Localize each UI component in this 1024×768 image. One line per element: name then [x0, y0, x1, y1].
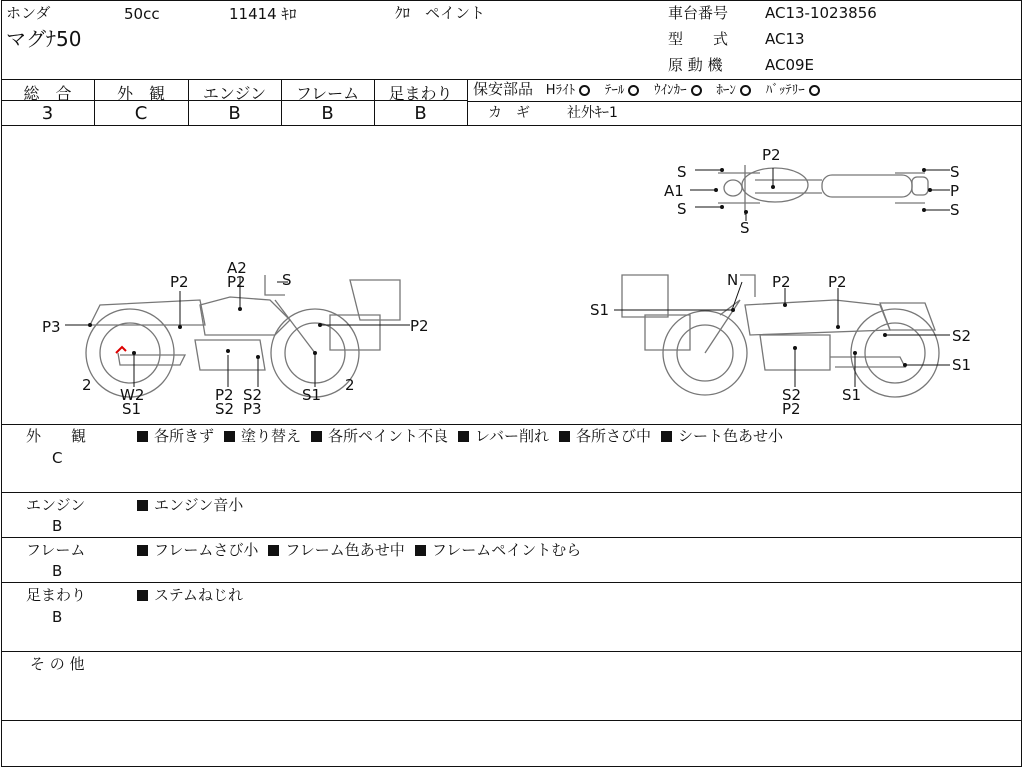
bullet-square-icon [559, 431, 570, 442]
label-left-2: 2 [345, 376, 355, 394]
model-name: マグﾅ50 [6, 27, 82, 51]
bullet-square-icon [137, 500, 148, 511]
label-left-s1: S1 [302, 386, 322, 404]
divider [1, 651, 1022, 652]
grade-label-exterior: 外 観 [116, 84, 165, 103]
label-right-s1: S1 [590, 301, 610, 319]
ok-mark-icon [628, 85, 639, 96]
ok-mark-icon [579, 85, 590, 96]
frame-no-label: 車台番号 [668, 4, 729, 22]
label-left-s2: S2 [215, 400, 235, 418]
section-grade-engine: B [52, 517, 63, 535]
damage-diagram [0, 125, 1024, 425]
divider [467, 101, 1022, 102]
bullet-square-icon [137, 545, 148, 556]
label-right-s1: S1 [842, 386, 862, 404]
section-label-other: そ の 他 [30, 655, 85, 673]
label-right-n: N [727, 271, 739, 289]
divider [1, 720, 1022, 721]
label-left-2: 2 [82, 376, 92, 394]
label-left-a2: A2 [227, 259, 247, 277]
bullet-square-icon [137, 590, 148, 601]
label-left-p3: P3 [42, 318, 61, 336]
safety-item-battery: ﾊﾞｯﾃﾘｰ [766, 83, 830, 98]
grade-label-suspension: 足まわり [388, 84, 453, 103]
list-item: フレームさび小 [137, 541, 258, 559]
type-label: 型 式 [668, 30, 729, 48]
label-left-p2: P2 [227, 273, 246, 291]
section-items-engine [137, 498, 253, 513]
section-grade-frame: B [52, 562, 63, 580]
grade-label-frame: フレーム [295, 84, 360, 103]
section-grade-exterior: C [52, 449, 63, 467]
label-left-p2: P2 [215, 386, 234, 404]
list-item: フレーム色あせ中 [268, 541, 404, 559]
ok-mark-icon [740, 85, 751, 96]
engine-value: AC09E [765, 56, 815, 74]
section-items-frame [137, 543, 591, 558]
label-top-s: S [950, 163, 960, 181]
key-label: カ ギ [488, 105, 530, 121]
list-item: レバー削れ [458, 427, 549, 445]
grade-label-engine: エンジン [202, 84, 267, 103]
displacement: 50cc [124, 5, 160, 23]
label-left-p2: P2 [410, 317, 429, 335]
label-right-s2: S2 [782, 386, 802, 404]
bullet-square-icon [311, 431, 322, 442]
label-top-p2: P2 [762, 146, 781, 164]
key-value: 社外ｷｰ1 [567, 105, 618, 121]
label-left-p2: P2 [170, 273, 189, 291]
safety-item-winker: ｳｲﾝｶｰ [654, 83, 712, 98]
list-item: シート色あせ小 [661, 427, 783, 445]
bullet-square-icon [224, 431, 235, 442]
label-right-p2: P2 [828, 273, 847, 291]
section-label-suspension: 足まわり [26, 586, 87, 604]
ok-mark-icon [691, 85, 702, 96]
grade-value-suspension: B [414, 103, 427, 124]
list-item: 各所きず [137, 427, 214, 445]
label-right-s2: S2 [952, 327, 972, 345]
grade-label-total: 総 合 [23, 84, 72, 103]
label-right-p2: P2 [782, 400, 801, 418]
section-label-frame: フレーム [26, 541, 86, 559]
divider [1, 537, 1022, 538]
section-items-suspension [137, 588, 253, 603]
grade-value-total: 3 [41, 103, 54, 124]
label-left-p3: P3 [243, 400, 262, 418]
safety-item-horn: ﾎｰﾝ [716, 83, 761, 98]
list-item: フレームペイントむら [415, 541, 581, 559]
divider [1, 582, 1022, 583]
list-item: ステムねじれ [137, 586, 243, 604]
type-value: AC13 [765, 30, 805, 48]
label-top-s: S [677, 200, 687, 218]
section-items-exterior [137, 429, 793, 444]
safety-item-headlight: Hﾗｲﾄ [546, 83, 600, 98]
section-label-exterior: 外 観 [26, 427, 87, 445]
maker: ホンダ [6, 4, 51, 22]
label-top-a1: A1 [664, 182, 684, 200]
label-left-s1: S1 [122, 400, 142, 418]
divider [1, 492, 1022, 493]
divider [467, 79, 468, 125]
list-item: 各所さび中 [559, 427, 651, 445]
divider [1, 424, 1022, 425]
bullet-square-icon [661, 431, 672, 442]
section-label-engine: エンジン [26, 496, 86, 514]
label-left-s2: S2 [243, 386, 263, 404]
bike-top-view [718, 165, 928, 215]
safety-item-tail: ﾃｰﾙ [605, 83, 650, 98]
bullet-square-icon [415, 545, 426, 556]
safety-parts [473, 82, 830, 97]
label-right-s1: S1 [952, 356, 972, 374]
grade-value-engine: B [228, 103, 241, 124]
label-right-p2: P2 [772, 273, 791, 291]
list-item: 各所ペイント不良 [311, 427, 448, 445]
grade-value-frame: B [321, 103, 334, 124]
list-item: 塗り替え [224, 427, 301, 445]
safety-title: 保安部品 [473, 80, 534, 98]
section-grade-suspension: B [52, 608, 63, 626]
list-item: エンジン音小 [137, 496, 243, 514]
bullet-square-icon [268, 545, 279, 556]
frame-no: AC13-1023856 [765, 4, 877, 22]
bike-right-view [622, 275, 939, 397]
bullet-square-icon [458, 431, 469, 442]
label-top-s: S [950, 201, 960, 219]
ok-mark-icon [809, 85, 820, 96]
engine-label: 原 動 機 [668, 56, 723, 74]
bullet-square-icon [137, 431, 148, 442]
label-top-p: P [950, 182, 960, 200]
label-top-s: S [677, 163, 687, 181]
label-left-w2: W2 [120, 386, 145, 404]
grade-value-exterior: C [134, 103, 148, 124]
label-left-s: S [282, 271, 292, 289]
mileage: 11414 ｷﾛ [229, 5, 297, 23]
damage-mark-icon [116, 347, 126, 353]
label-top-s: S [740, 219, 750, 237]
color: ｸﾛ ペイント [395, 4, 486, 22]
